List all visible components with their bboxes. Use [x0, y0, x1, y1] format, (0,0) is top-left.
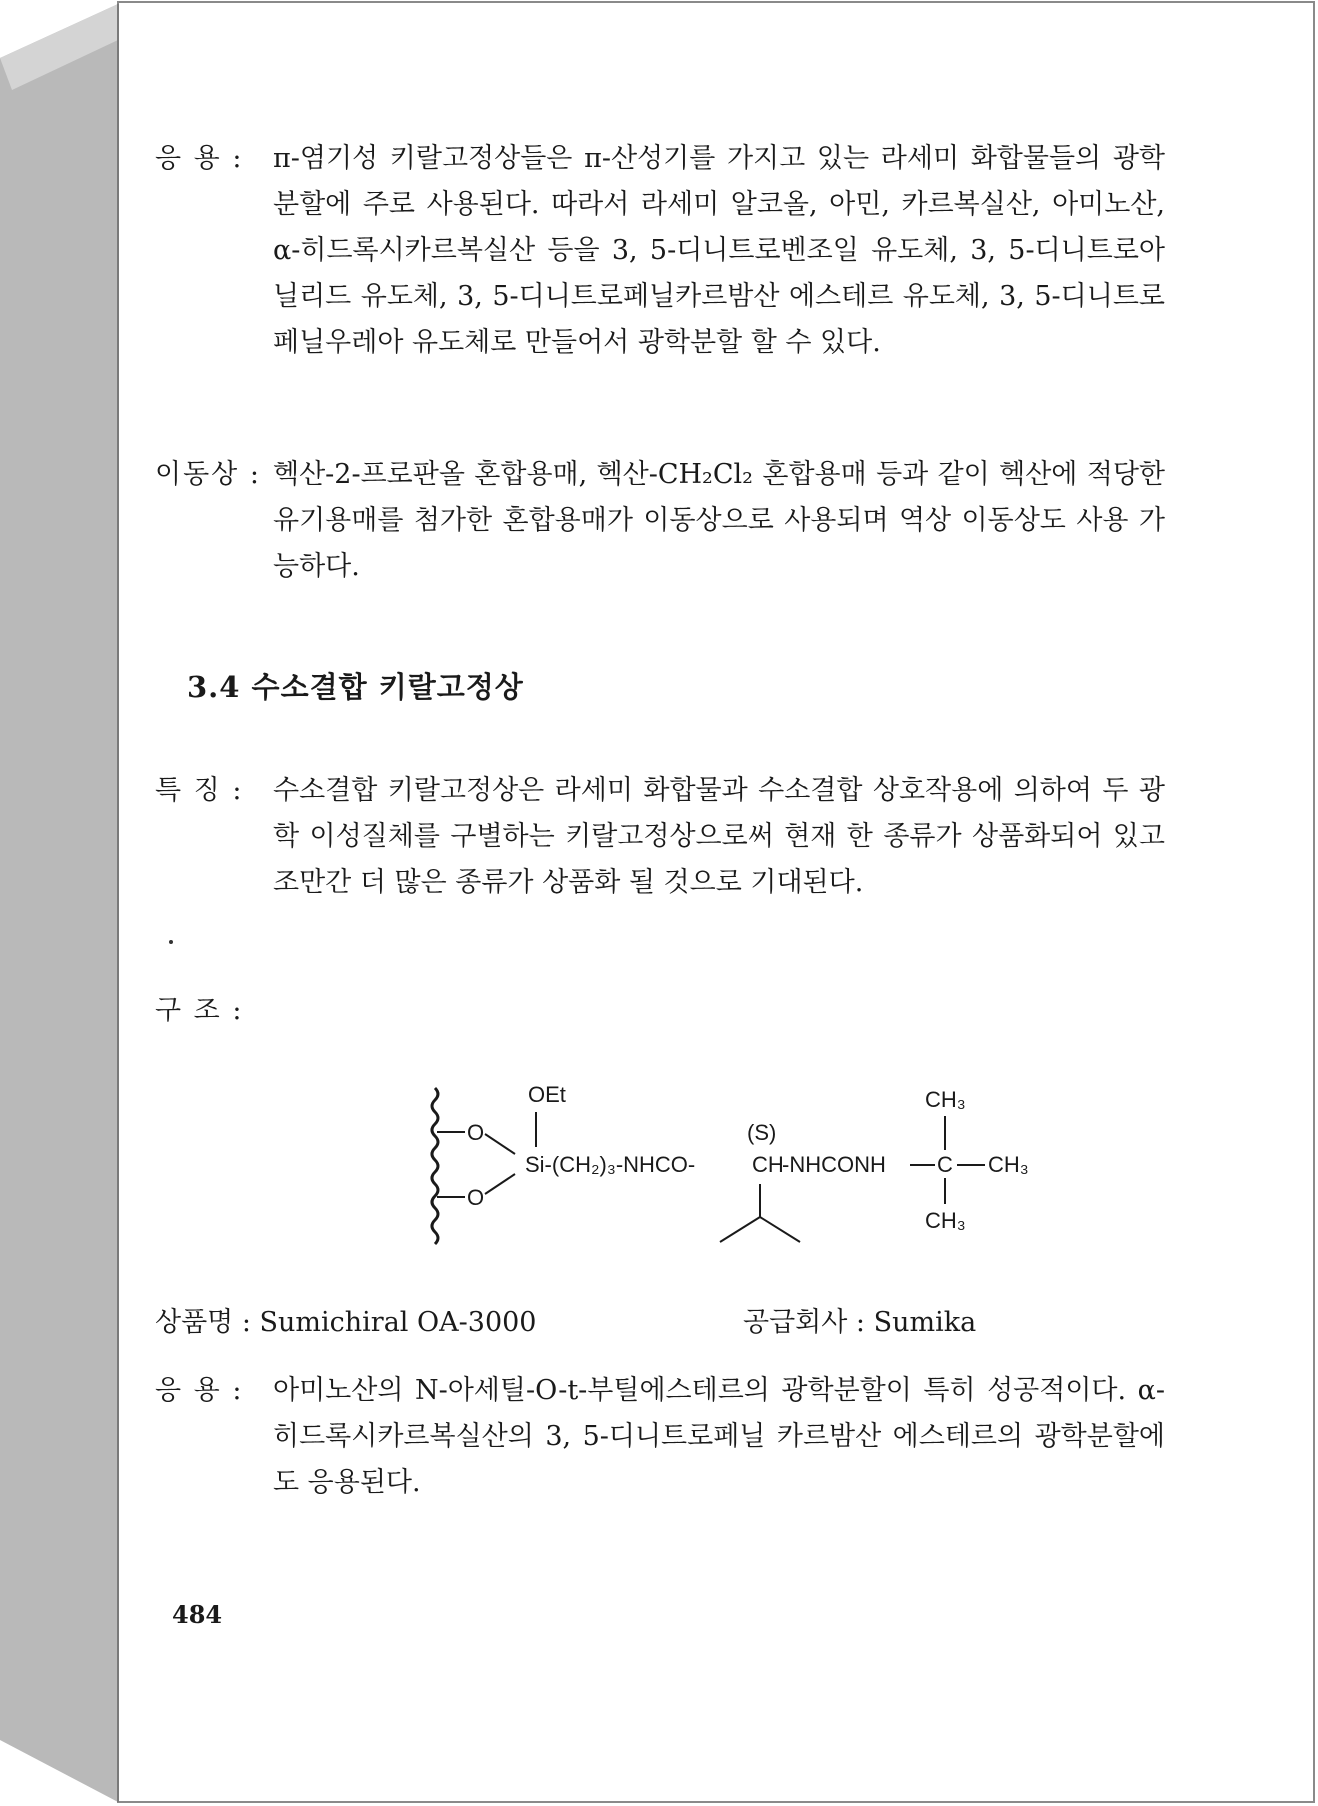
- book-spine-side: [0, 4, 118, 1802]
- silane-chain: Si-(CH₂)₃-NHCO-: [525, 1152, 696, 1177]
- stray-dot: [169, 940, 173, 944]
- product-name: [155, 1300, 536, 1346]
- urea-group: -NHCONH: [782, 1152, 886, 1177]
- mobile-phase-label: 이동상 :: [155, 459, 261, 490]
- bond-isopropyl-left: [720, 1217, 760, 1242]
- supplier-value: Sumika: [873, 1307, 977, 1338]
- application-text: π-염기성 키랄고정상들은 π-산성기를 가지고 있는 라세미 화합물들의 광학분할에 주로 사용된다. 따라서 라세미 알코올, 아민, 카르복실산, 아미노산, α-히드록시카르복실산 등을 3, 5-디니트로벤조일 유도체, 3, 5-디니트로아닐리드 유도체, 3, 5-디니트로페닐카르밤산 에스테르 유도체, 3, 5-디니트로페닐우레아 유도체로 만들어서 광학분할 할 수 있다.: [273, 143, 1165, 358]
- chemical-structure: [425, 1072, 1065, 1266]
- application-label: 응 용 :: [155, 143, 244, 174]
- supplier: [743, 1300, 976, 1346]
- page-number: 484: [172, 1600, 223, 1629]
- mobile-phase-text: 헥산-2-프로판올 혼합용매, 헥산-CH₂Cl₂ 혼합용매 등과 같이 헥산에 적당한 유기용매를 첨가한 혼합용매가 이동상으로 사용되며 역상 이동상도 사용 가능하다.: [273, 459, 1166, 582]
- quaternary-carbon: C: [937, 1152, 953, 1177]
- oxygen-1: O: [467, 1120, 485, 1145]
- application-label-2: 응 용 :: [155, 1375, 244, 1406]
- surface-wavy-line: [432, 1088, 438, 1244]
- methyl-top: CH₃: [925, 1087, 966, 1112]
- feature-label: 특 징 :: [155, 775, 244, 806]
- bond-isopropyl-right: [760, 1217, 800, 1242]
- product-name-label: 상품명 :: [155, 1307, 260, 1338]
- stereo-label: (S): [747, 1120, 777, 1145]
- supplier-label: 공급회사 :: [743, 1307, 874, 1338]
- application-text-2: 아미노산의 N-아세틸-O-t-부틸에스테르의 광학분할이 특히 성공적이다. α-히드록시카르복실산의 3, 5-디니트로페닐 카르밤산 에스테르의 광학분할에도 응용된다.: [273, 1375, 1165, 1498]
- application-entry-2: [155, 1368, 1165, 1506]
- mobile-phase-entry: [155, 452, 1165, 590]
- bond-o1-si: [485, 1134, 515, 1154]
- methyl-bottom: CH₃: [925, 1208, 966, 1233]
- section-title: 3.4 수소결합 키랄고정상: [187, 670, 524, 704]
- methyl-right: CH₃: [988, 1152, 1029, 1177]
- oxygen-2: O: [467, 1185, 485, 1210]
- application-entry-1: [155, 136, 1165, 366]
- alpha-carbon: CH: [752, 1152, 784, 1177]
- bond-o2-si: [485, 1174, 515, 1194]
- product-row: [155, 1300, 1155, 1346]
- feature-text: 수소결합 키랄고정상은 라세미 화합물과 수소결합 상호작용에 의하여 두 광학 이성질체를 구별하는 키랄고정상으로써 현재 한 종류가 상품화되어 있고 조만간 더 많은 종류가 상품화 될 것으로 기대된다.: [273, 775, 1165, 898]
- product-name-value: Sumichiral OA-3000: [259, 1307, 537, 1338]
- feature-entry: [155, 768, 1165, 906]
- ethoxy-group: OEt: [528, 1082, 566, 1107]
- structure-diagram: [425, 1072, 1065, 1262]
- structure-label: 구 조 :: [155, 995, 244, 1026]
